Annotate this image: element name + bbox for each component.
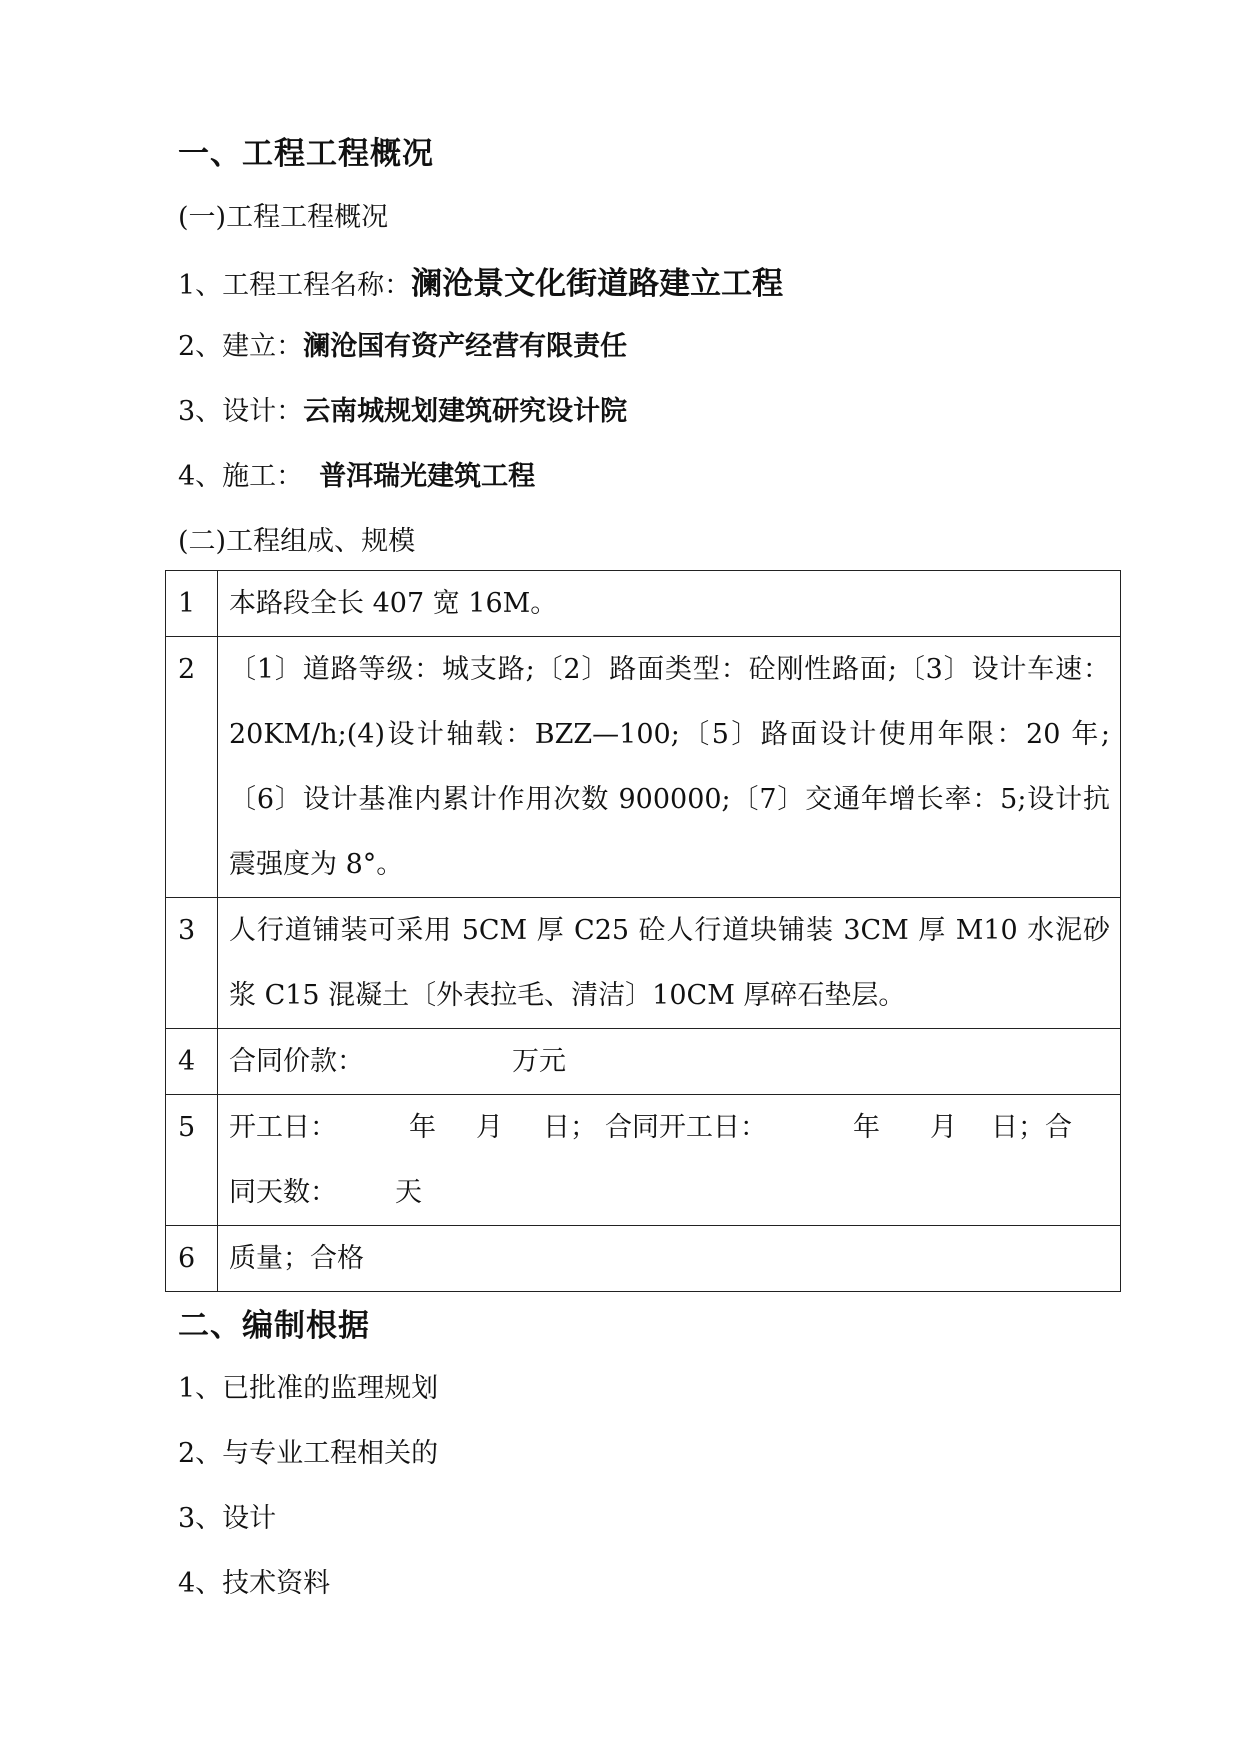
builder-label: 2、建立： xyxy=(178,331,304,362)
table-cell: 本路段全长 407 宽 16M。 xyxy=(218,571,1121,637)
row-number: 3 xyxy=(178,915,196,946)
date-year: 年 xyxy=(853,1112,880,1143)
date-day: 日； xyxy=(543,1112,597,1143)
date-year: 年 xyxy=(409,1112,436,1143)
date-day: 日；合 xyxy=(991,1112,1072,1143)
basis-item: 2、与专业工程相关的 xyxy=(178,1438,439,1469)
start-date-label: 开工日： xyxy=(229,1112,337,1143)
table-cell xyxy=(218,1095,1121,1226)
table-row xyxy=(166,571,1121,637)
builder-line xyxy=(178,324,627,363)
date-month: 月 xyxy=(930,1112,957,1143)
contractor-label: 4、施工： xyxy=(178,461,304,492)
contractor-value: 普洱瑞光建筑工程 xyxy=(319,461,536,492)
subheading-overview: (一)工程工程概况 xyxy=(178,202,389,233)
scale-table xyxy=(165,570,1121,1292)
date-month: 月 xyxy=(476,1112,503,1143)
table-row xyxy=(166,898,1121,1029)
subheading-scale: (二)工程组成、规模 xyxy=(178,526,416,557)
basis-item: 1、已批准的监理规划 xyxy=(178,1373,439,1404)
table-cell: 人行道铺装可采用 5CM 厚 C25 砼人行道块铺装 3CM 厚 M10 水泥砂浆 C15 混凝土〔外表拉毛、清洁〕10CM 厚碎石垫层。 xyxy=(218,898,1121,1029)
project-name-value: 澜沧景文化街道路建立工程 xyxy=(411,266,784,302)
section-heading-basis: 二、编制根据 xyxy=(178,1308,370,1344)
contractor-line xyxy=(178,454,535,493)
designer-label: 3、设计： xyxy=(178,396,304,427)
contract-start-label: 合同开工日： xyxy=(605,1112,767,1143)
builder-value: 澜沧国有资产经营有限责任 xyxy=(303,331,628,362)
row-number: 4 xyxy=(178,1046,196,1077)
table-row xyxy=(166,1029,1121,1095)
table-cell xyxy=(218,1029,1121,1095)
row-number: 5 xyxy=(178,1112,196,1143)
project-name-line xyxy=(178,258,783,303)
contract-days-label: 同天数： xyxy=(229,1177,337,1208)
row-number: 6 xyxy=(178,1243,196,1274)
row-number: 2 xyxy=(178,654,196,685)
table-cell: 质量；合格 xyxy=(218,1226,1121,1292)
basis-item: 3、设计 xyxy=(178,1503,277,1534)
row-number: 1 xyxy=(178,588,196,619)
contract-days-unit: 天 xyxy=(395,1177,422,1208)
table-cell: 〔1〕道路等级：城支路;〔2〕路面类型：砼刚性路面;〔3〕设计车速：20KM/h;(4)设计轴载：BZZ—100;〔5〕路面设计使用年限：20 年;〔6〕设计基准内累计作用次数 900000;〔7〕交通年增长率：5;设计抗震强度为 8°。 xyxy=(218,637,1121,898)
table-row xyxy=(166,1226,1121,1292)
project-name-label: 1、工程工程名称： xyxy=(178,270,412,301)
contract-price-unit: 万元 xyxy=(512,1046,566,1077)
section-heading-overview: 一、工程工程概况 xyxy=(178,136,434,172)
designer-line xyxy=(178,389,627,428)
table-row xyxy=(166,637,1121,898)
table-row xyxy=(166,1095,1121,1226)
basis-item: 4、技术资料 xyxy=(178,1568,331,1599)
designer-value: 云南城规划建筑研究设计院 xyxy=(303,396,628,427)
contract-price-label: 合同价款： xyxy=(229,1046,364,1077)
